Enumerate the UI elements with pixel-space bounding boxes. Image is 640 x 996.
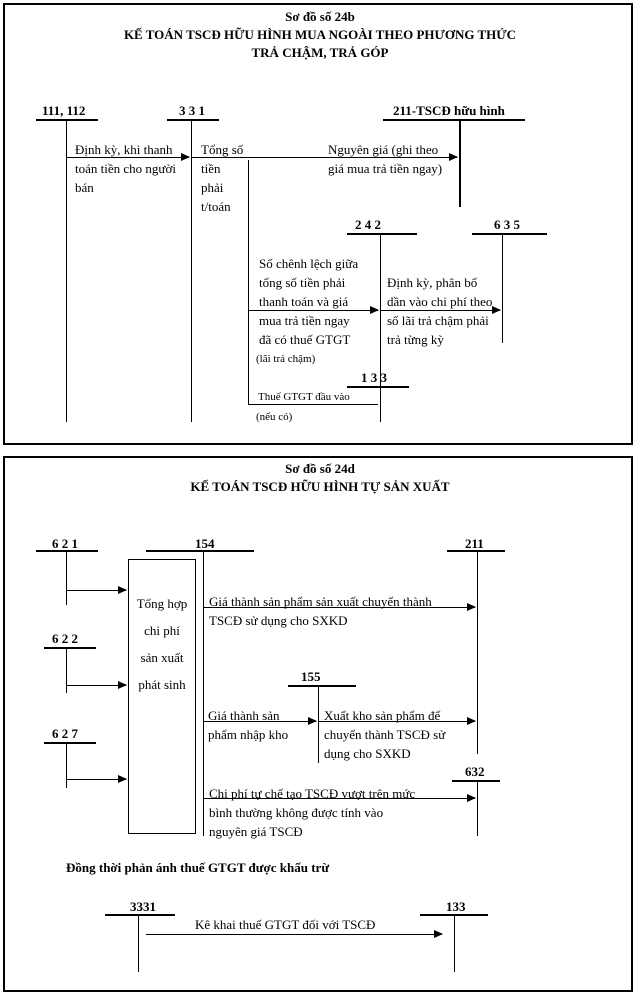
arrow-621-to-154 [66,590,126,591]
account-621-label: 6 2 1 [52,536,78,551]
periodic-payment-text: Định kỳ, khi thanh toán tiền cho người bán [75,142,176,195]
account-211-label: 211-TSCĐ hữu hình [393,103,505,118]
account-211-bar [383,119,525,121]
account-622-label: 6 2 2 [52,631,78,646]
account-211-stem [459,119,461,207]
account-133-24d-label: 133 [446,899,466,914]
account-154-bar [146,550,254,552]
diagram-24b-title-line1: KẾ TOÁN TSCĐ HỮU HÌNH MUA NGOÀI THEO PHƯƠNG THỨC [123,27,517,42]
account-154-label: 154 [195,536,215,551]
account-331-label: 3 3 1 [179,103,205,118]
total-payable-text: Tổng số tiền phải t/toán [201,142,244,214]
account-621-stem [66,550,67,605]
difference-text: Số chênh lệch giữa tổng số tiền phải thanh toán và giá mua trả tiền ngay đã có thuế GTGT [259,256,359,347]
account-3331-label: 3331 [130,899,156,914]
arrow-622-to-154 [66,685,126,686]
account-632-stem [477,780,478,836]
branch-331-line [248,160,249,404]
account-155-label: 155 [301,669,321,684]
account-331-bar [167,119,219,121]
account-133-bar [347,386,409,388]
account-133-stem [380,386,381,422]
account-133-24d-stem [454,914,455,972]
warehouse-out-text: Xuất kho sản phẩm để chuyển thành TSCĐ sử dụng cho SXKD [324,708,446,761]
account-242-label: 2 4 2 [355,217,381,232]
input-vat-text: Thuế GTGT đầu vào [258,391,350,403]
diagram-24b-label: Sơ đồ số 24b [285,9,355,24]
original-cost-text: Nguyên giá (ghi theo giá mua trả tiền ngay) [328,142,443,176]
account-111-112-bar [36,119,98,121]
account-154-stem [203,550,204,836]
account-632-bar [452,780,500,782]
account-632-label: 632 [465,764,485,779]
account-635-bar [472,233,547,235]
diagram-24d-title: KẾ TOÁN TSCĐ HỮU HÌNH TỰ SẢN XUẤT [190,479,450,494]
account-111-112-label: 111, 112 [42,103,86,118]
excess-cost-text: Chi phí tự chế tạo TSCĐ vượt trên mức bình thường không được tính vào nguyên giá TSCĐ [209,786,416,839]
vat-note-text: Đồng thời phản ánh thuế GTGT được khấu trừ [66,860,330,875]
account-3331-bar [105,914,175,916]
account-622-bar [44,647,96,649]
account-331-stem [191,119,192,422]
account-155-bar [288,685,356,687]
account-627-stem [66,742,67,788]
product-cost-text: Giá thành sản phẩm sản xuất chuyển thành TSCĐ sử dụng cho SXKD [209,594,432,628]
if-any-text: (nếu có) [256,411,293,423]
deferred-interest-text: (lãi trả chậm) [256,353,316,365]
account-111-112-stem [66,119,67,422]
account-211-24d-stem [477,550,478,754]
summary-cost-text: Tổng hợp chi phí sản xuất phát sinh [136,596,188,692]
warehouse-cost-text: Giá thành sản phẩm nhập kho [208,708,289,742]
account-3331-stem [138,914,139,972]
account-627-label: 6 2 7 [52,726,78,741]
diagram-24d-label: Sơ đồ số 24d [285,461,355,476]
diagram-24b-panel [3,3,633,445]
account-155-stem [318,685,319,763]
account-242-bar [347,233,417,235]
account-211-24d-bar [447,550,505,552]
account-622-stem [66,647,67,693]
account-635-label: 6 3 5 [494,217,520,232]
account-211-24d-label: 211 [465,536,484,551]
periodic-allocation-text: Định kỳ, phân bổ dần vào chi phí theo số lãi trả chậm phải trả từng kỳ [387,275,493,347]
account-635-stem [502,233,503,343]
account-621-bar [36,550,98,552]
vat-declare-text: Kê khai thuế GTGT đối với TSCĐ [195,917,376,932]
arrow-627-to-154 [66,779,126,780]
account-133-label: 1 3 3 [361,370,387,385]
account-627-bar [44,742,96,744]
arrow-3331-to-133 [146,934,442,935]
diagram-24b-title-line2: TRẢ CHẬM, TRẢ GÓP [251,45,389,60]
